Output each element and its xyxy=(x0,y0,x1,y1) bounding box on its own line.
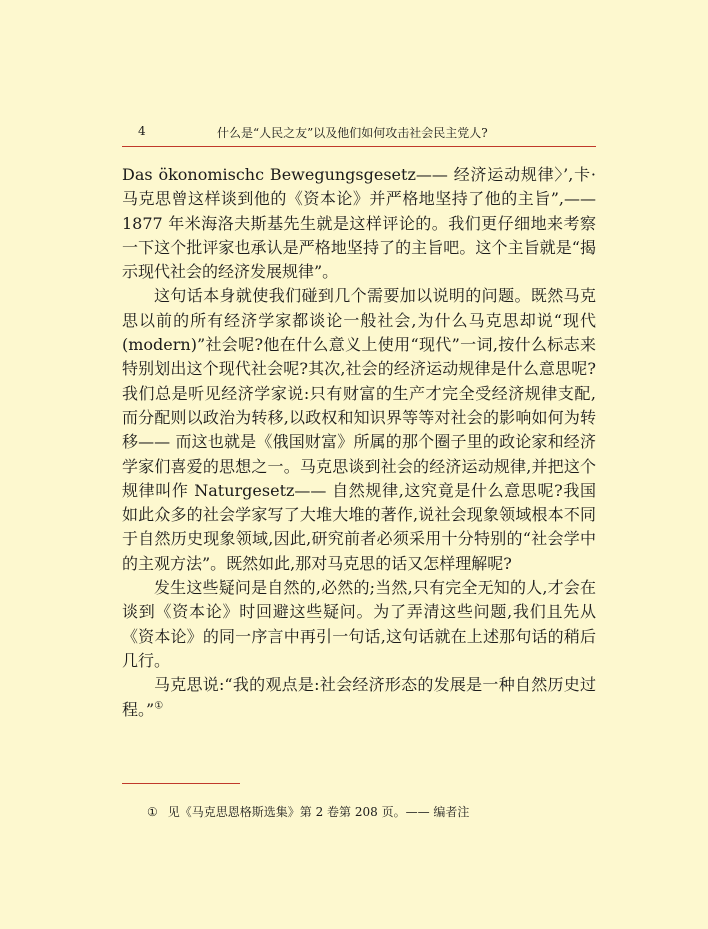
paragraph-4 xyxy=(122,673,596,722)
footnote xyxy=(147,803,469,820)
footnote-text: 见《马克思恩格斯选集》第 2 卷第 208 页。—— 编者注 xyxy=(167,805,470,819)
running-header xyxy=(122,124,596,142)
paragraph-2: 这句话本身就使我们碰到几个需要加以说明的问题。既然马克思以前的所有经济学家都谈论一般社会,为什么马克思却说“现代(modern)”社会呢?他在什么意义上使用“现代”一词,按什么标志来特别划出这个现代社会呢?其次,社会的经济运动规律是什么意思呢?我们总是听见经济学家说:只有财富的生产才完全受经济规律支配,而分配则以政治为转移,以政权和知识界等等对社会的影响如何为转移—— 而这也就是《俄国财富》所属的那个圈子里的政论家和经济学家们喜爱的思想之一。马克思谈到社会的经济运动规律,并把这个规律叫作 Naturgesetz—— 自然规律,这究竟是什么意思呢?我国如此众多的社会学家写了大堆大堆的著作,说社会现象领域根本不同于自然历史现象领域,因此,研究前者必须采用十分特别的“社会学中的主观方法”。既然如此,那对马克思的话又怎样理解呢? xyxy=(122,286,596,573)
footnote-rule xyxy=(122,783,240,784)
page-number: 4 xyxy=(138,124,146,138)
footnote-reference: ① xyxy=(154,700,164,712)
paragraph-1: Das ökonomischc Bewegungsgesetz—— 经济运动规律〉’,卡·马克思曾这样谈到他的《资本论》并严格地坚持了他的主旨”,—— 1877 年米海洛夫斯基先生就是这样评论的。我们更仔细地来考察一下这个批评家也承认是严格地坚持了的主旨吧。这个主旨就是“揭示现代社会的经济发展规律”。 xyxy=(122,165,596,282)
paragraph-3: 发生这些疑问是自然的,必然的;当然,只有完全无知的人,才会在谈到《资本论》时回避这些疑问。为了弄清这些问题,我们且先从《资本论》的同一序言中再引一句话,这句话就在上述那句话的稍后几行。 xyxy=(122,578,596,670)
body-text xyxy=(122,163,596,722)
paragraph-4-text: 马克思说:“我的观点是:社会经济形态的发展是一种自然历史过程。” xyxy=(122,675,596,719)
running-title: 什么是“人民之友”以及他们如何攻击社会民主党人? xyxy=(217,126,488,140)
footnote-mark: ① xyxy=(147,805,158,819)
header-rule xyxy=(122,146,596,147)
